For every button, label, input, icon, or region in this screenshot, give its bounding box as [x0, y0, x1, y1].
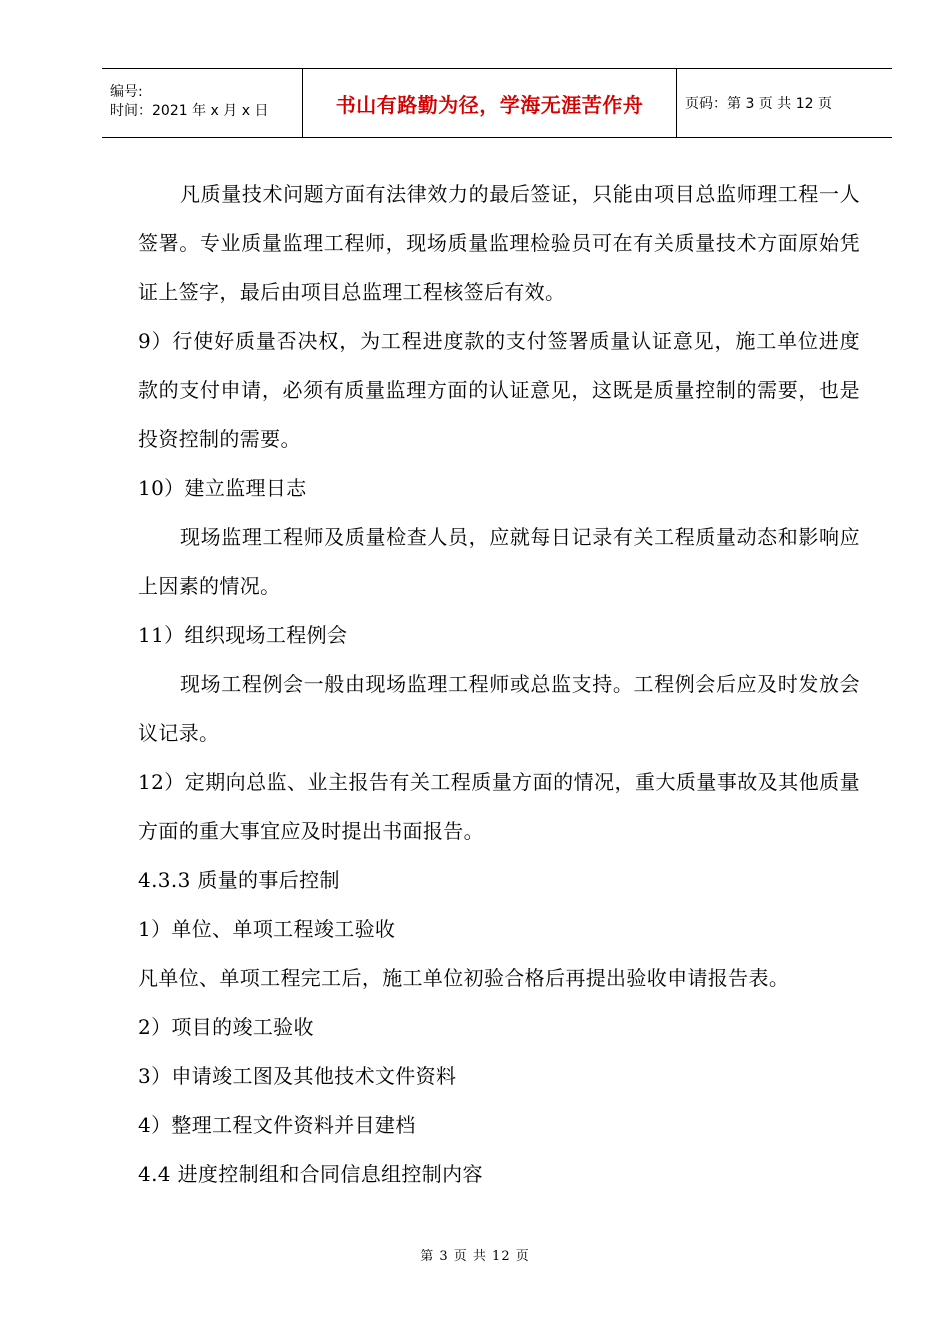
- heading-section-4-4: 4.4 进度控制组和合同信息组控制内容: [138, 1162, 483, 1186]
- header-motto-cell: [303, 69, 677, 137]
- list-item-3: 3）申请竣工图及其他技术文件资料: [138, 1064, 457, 1088]
- document-date-label: 时间：2021 年 x 月 x 日: [110, 102, 269, 119]
- header-meta-cell: [102, 69, 303, 137]
- paragraph-daily-log: 现场监理工程师及质量检查人员，应就每日记录有关工程质量动态和影响应上因素的情况。: [138, 525, 860, 598]
- list-item-2: 2）项目的竣工验收: [138, 1015, 314, 1039]
- paragraph-item-9: 9）行使好质量否决权，为工程进度款的支付签署质量认证意见，施工单位进度款的支付申请，必须有质量监理方面的认证意见，这既是质量控制的需要，也是投资控制的需要。: [138, 329, 860, 451]
- heading-section-4-3-3: 4.3.3 质量的事后控制: [138, 868, 340, 892]
- header-page-label: 页码：第 3 页 共 12 页: [685, 96, 832, 112]
- paragraph-item-12: 12）定期向总监、业主报告有关工程质量方面的情况，重大质量事故及其他质量方面的重大事宜应及时提出书面报告。: [138, 770, 860, 843]
- header-motto: 书山有路勤为径，学海无涯苦作舟: [335, 92, 644, 117]
- paragraph-acceptance-request: 凡单位、单项工程完工后，施工单位初验合格后再提出验收申请报告表。: [138, 966, 790, 990]
- document-body: [138, 170, 860, 1199]
- page-footer: 第 3 页 共 12 页: [420, 1249, 530, 1264]
- document-number-label: 编号:: [110, 83, 143, 100]
- list-item-1: 1）单位、单项工程竣工验收: [138, 917, 396, 941]
- document-header: [102, 68, 892, 138]
- paragraph-site-meeting: 现场工程例会一般由现场监理工程师或总监支持。工程例会后应及时发放会议记录。: [138, 672, 860, 745]
- paragraph-signature-rule: 凡质量技术问题方面有法律效力的最后签证，只能由项目总监师理工程一人签署。专业质量监理工程师，现场质量监理检验员可在有关质量技术方面原始凭证上签字，最后由项目总监理工程核签后有效。: [138, 182, 860, 304]
- header-page-cell: [677, 69, 892, 137]
- list-item-4: 4）整理工程文件资料并目建档: [138, 1113, 416, 1137]
- heading-item-11: 11）组织现场工程例会: [138, 623, 348, 647]
- heading-item-10: 10）建立监理日志: [138, 476, 307, 500]
